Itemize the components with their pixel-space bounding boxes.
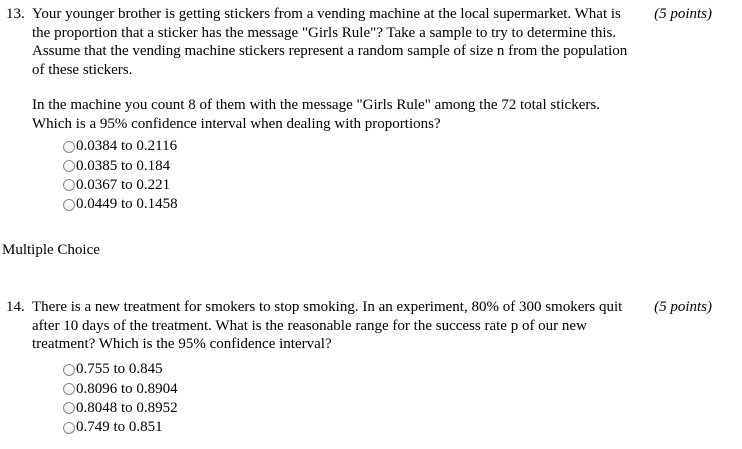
question-paragraph: In the machine you count 8 of them with the message "Girls Rule" among the 72 total stickers. Which is a 95% confidence interval when dealing with proportions? (32, 97, 600, 132)
radio-button[interactable] (63, 422, 75, 434)
radio-button[interactable] (63, 402, 75, 414)
option-label[interactable]: 0.0385 to 0.184 (76, 157, 171, 174)
option-label[interactable]: 0.755 to 0.845 (76, 361, 163, 378)
radio-button[interactable] (63, 160, 75, 172)
radio-button[interactable] (63, 179, 75, 191)
radio-button[interactable] (63, 383, 75, 395)
option-label[interactable]: 0.8048 to 0.8952 (76, 399, 178, 416)
option-label[interactable]: 0.0449 to 0.1458 (76, 196, 178, 213)
answer-option[interactable] (63, 360, 178, 379)
question-text (32, 298, 642, 354)
question-paragraph: Your younger brother is getting stickers from a vending machine at the local supermarket. What is the proportion that a sticker has the message "Girls Rule"? Take a sample to try to determine this. Assume that the vending machine stickers represent a random sample of size n from the population of these stickers. (32, 6, 628, 78)
question-paragraph: There is a new treatment for smokers to stop smoking. In an experiment, 80% of 300 smokers quit after 10 days of the treatment. What is the reasonable range for the success rate p of our new treatment? Which is the 95% confidence interval? (32, 299, 623, 352)
points-label: (5 points) (654, 6, 712, 22)
option-label[interactable]: 0.8096 to 0.8904 (76, 380, 178, 397)
answer-option[interactable] (63, 379, 178, 398)
answer-option[interactable] (63, 418, 178, 437)
question-number: 13. (6, 6, 25, 22)
question-text (32, 5, 642, 133)
question-number: 14. (6, 299, 25, 315)
answer-option[interactable] (63, 195, 178, 214)
answer-option[interactable] (63, 137, 178, 156)
answer-options (63, 360, 178, 437)
radio-button[interactable] (63, 364, 75, 376)
option-label[interactable]: 0.749 to 0.851 (76, 419, 163, 436)
option-label[interactable]: 0.0384 to 0.2116 (76, 138, 178, 155)
answer-option[interactable] (63, 156, 178, 175)
points-label: (5 points) (654, 299, 712, 315)
radio-button[interactable] (63, 199, 75, 211)
answer-options (63, 137, 178, 214)
answer-option[interactable] (63, 399, 178, 418)
section-label: Multiple Choice (2, 242, 100, 258)
answer-option[interactable] (63, 176, 178, 195)
radio-button[interactable] (63, 141, 75, 153)
option-label[interactable]: 0.0367 to 0.221 (76, 176, 171, 193)
